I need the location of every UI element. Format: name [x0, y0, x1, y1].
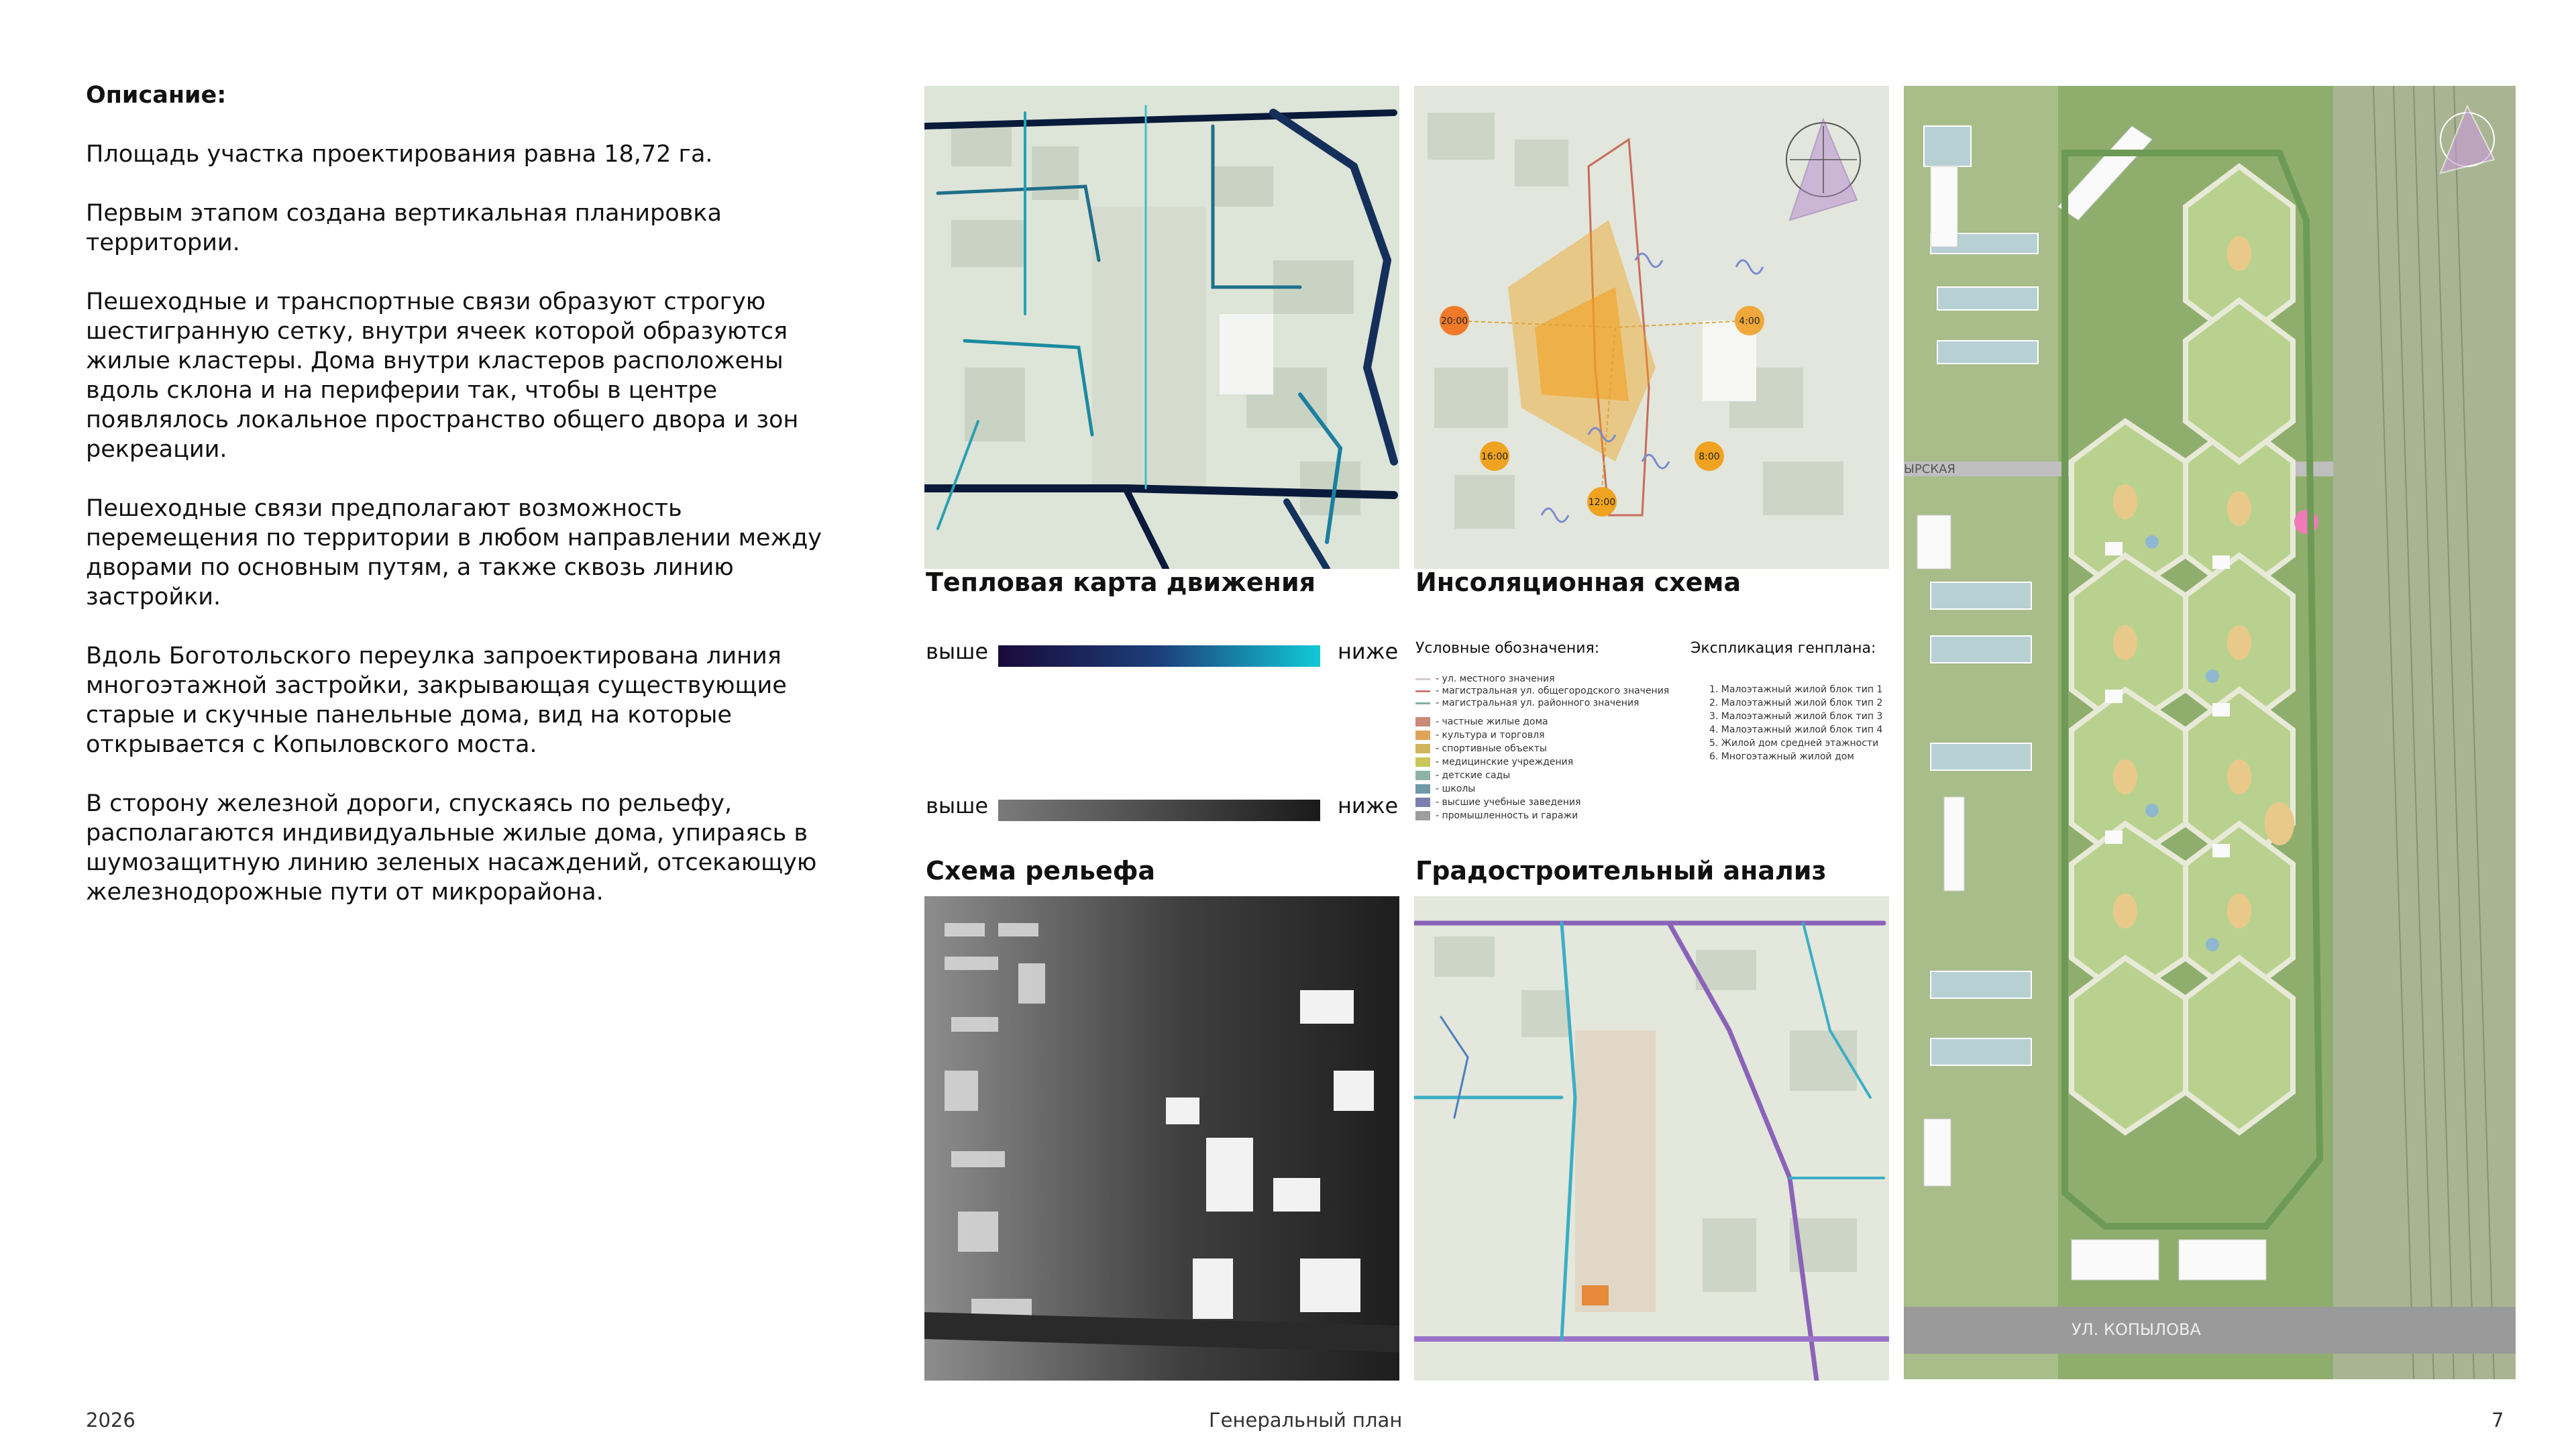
heat-gradient-bar — [998, 645, 1320, 667]
relief-gradient — [926, 793, 1399, 824]
urban-analysis-image — [1414, 896, 1889, 1381]
legend-color-swatch — [1415, 717, 1430, 727]
legend-label: - промышленность и гаражи — [1436, 810, 1578, 821]
relief-title: Схема рельефа — [926, 856, 1156, 885]
explication-item: 3. Малоэтажный жилой блок тип 3 — [1709, 711, 1883, 722]
legend-color-swatch — [1415, 731, 1430, 740]
legend-label: - детские сады — [1436, 770, 1511, 781]
insolation-time: 8:00 — [1699, 451, 1720, 462]
insolation-time: 4:00 — [1739, 316, 1760, 327]
explication-item: 1. Малоэтажный жилой блок тип 1 — [1709, 684, 1883, 695]
explication-item: 2. Малоэтажный жилой блок тип 2 — [1709, 698, 1883, 708]
legend-swatch-item — [1415, 716, 1548, 727]
gradient-high-label: выше — [926, 793, 989, 818]
legend-color-swatch — [1415, 798, 1430, 807]
legend-title: Условные обозначения: — [1415, 640, 1600, 657]
heatmap-image — [924, 86, 1399, 569]
legend-color-swatch — [1415, 771, 1430, 780]
insolation-time: 20:00 — [1440, 316, 1468, 327]
urban-analysis-title: Градостроительный анализ — [1415, 856, 1827, 885]
gradient-low-label: ниже — [1338, 793, 1399, 818]
legend-swatch-item — [1415, 743, 1547, 754]
heat-gradient — [926, 639, 1399, 669]
explication-item: 6. Многоэтажный жилой дом — [1709, 751, 1854, 762]
page-number: 7 — [2491, 1409, 2504, 1432]
insolation-time: 16:00 — [1481, 451, 1509, 462]
gradient-high-label: выше — [926, 639, 989, 664]
legend-line-item — [1415, 698, 1639, 708]
legend-swatch-item — [1415, 757, 1573, 767]
legend-label: - медицинские учреждения — [1436, 757, 1574, 767]
insolation-time: 12:00 — [1588, 497, 1616, 508]
legend-line-item — [1415, 674, 1555, 684]
description-paragraph: Первым этапом создана вертикальная планировка территории. — [86, 200, 722, 256]
explication-title: Экспликация генплана: — [1690, 640, 1876, 657]
description-paragraph: Пешеходные связи предполагают возможность перемещения по территории в любом направлении между дворами по основным путям, а также сквозь линию застройки. — [86, 495, 822, 610]
legend-line-item — [1415, 686, 1669, 696]
legend-swatch-item — [1415, 784, 1475, 794]
legend-label: - ул. местного значения — [1436, 674, 1555, 684]
legend-label: - высшие учебные заведения — [1436, 797, 1581, 808]
legend-line-symbol — [1415, 702, 1430, 704]
description-paragraph: Площадь участка проектирования равна 18,72 га. — [86, 141, 713, 168]
legend-label: - культура и торговля — [1436, 730, 1545, 741]
heatmap-title: Тепловая карта движения — [926, 568, 1316, 597]
gradient-low-label: ниже — [1338, 639, 1399, 664]
legend-color-swatch — [1415, 811, 1430, 820]
insolation-title: Инсоляционная схема — [1415, 568, 1741, 597]
street-label: ЫРСКАЯ — [1904, 462, 1955, 476]
legend-color-swatch — [1415, 784, 1430, 794]
explication-item: 4. Малоэтажный жилой блок тип 4 — [1709, 724, 1883, 735]
description-paragraph: Вдоль Боготольского переулка запроектирована линия многоэтажной застройки, закрывающая существующие старые и скучные панельные дома, вид на которые открывается с Копыловского моста. — [86, 643, 787, 758]
legend-label: - магистральная ул. общегородского значения — [1436, 686, 1670, 696]
description-heading: Описание: — [86, 82, 227, 109]
footer-year: 2026 — [86, 1409, 136, 1432]
footer-section-title: Генеральный план — [1209, 1409, 1403, 1432]
relief-gradient-bar — [998, 800, 1320, 821]
legend-label: - магистральная ул. районного значения — [1436, 698, 1640, 708]
legend-color-swatch — [1415, 757, 1430, 767]
relief-image — [924, 896, 1399, 1381]
legend-label: - школы — [1436, 784, 1476, 794]
masterplan-image — [1904, 86, 2516, 1379]
legend-label: - частные жилые дома — [1436, 716, 1548, 727]
legend-swatch-item — [1415, 797, 1580, 808]
legend-swatch-item — [1415, 810, 1578, 821]
street-label: УЛ. КОПЫЛОВА — [2072, 1320, 2201, 1339]
legend-line-symbol — [1415, 690, 1430, 692]
description-paragraph: В сторону железной дороги, спускаясь по рельефу, располагаются индивидуальные жилые дома, упираясь в шумозащитную линию зеленых насаждений, отсекающую железнодорожные пути от микрорайона. — [86, 790, 817, 906]
insolation-image — [1414, 86, 1889, 569]
legend-swatch-item — [1415, 770, 1510, 781]
legend-swatch-item — [1415, 730, 1545, 741]
legend-label: - спортивные объекты — [1436, 743, 1547, 754]
explication-item: 5. Жилой дом средней этажности — [1709, 738, 1879, 749]
legend-color-swatch — [1415, 744, 1430, 753]
description-paragraph: Пешеходные и транспортные связи образуют строгую шестигранную сетку, внутри ячеек которой образуются жилые кластеры. Дома внутри кластеров расположены вдоль склона и на периферии так, чтобы в центре появлялось локальное пространство общего двора и зон рекреации. — [86, 288, 799, 463]
description-block — [86, 80, 857, 936]
legend-line-symbol — [1415, 678, 1430, 680]
